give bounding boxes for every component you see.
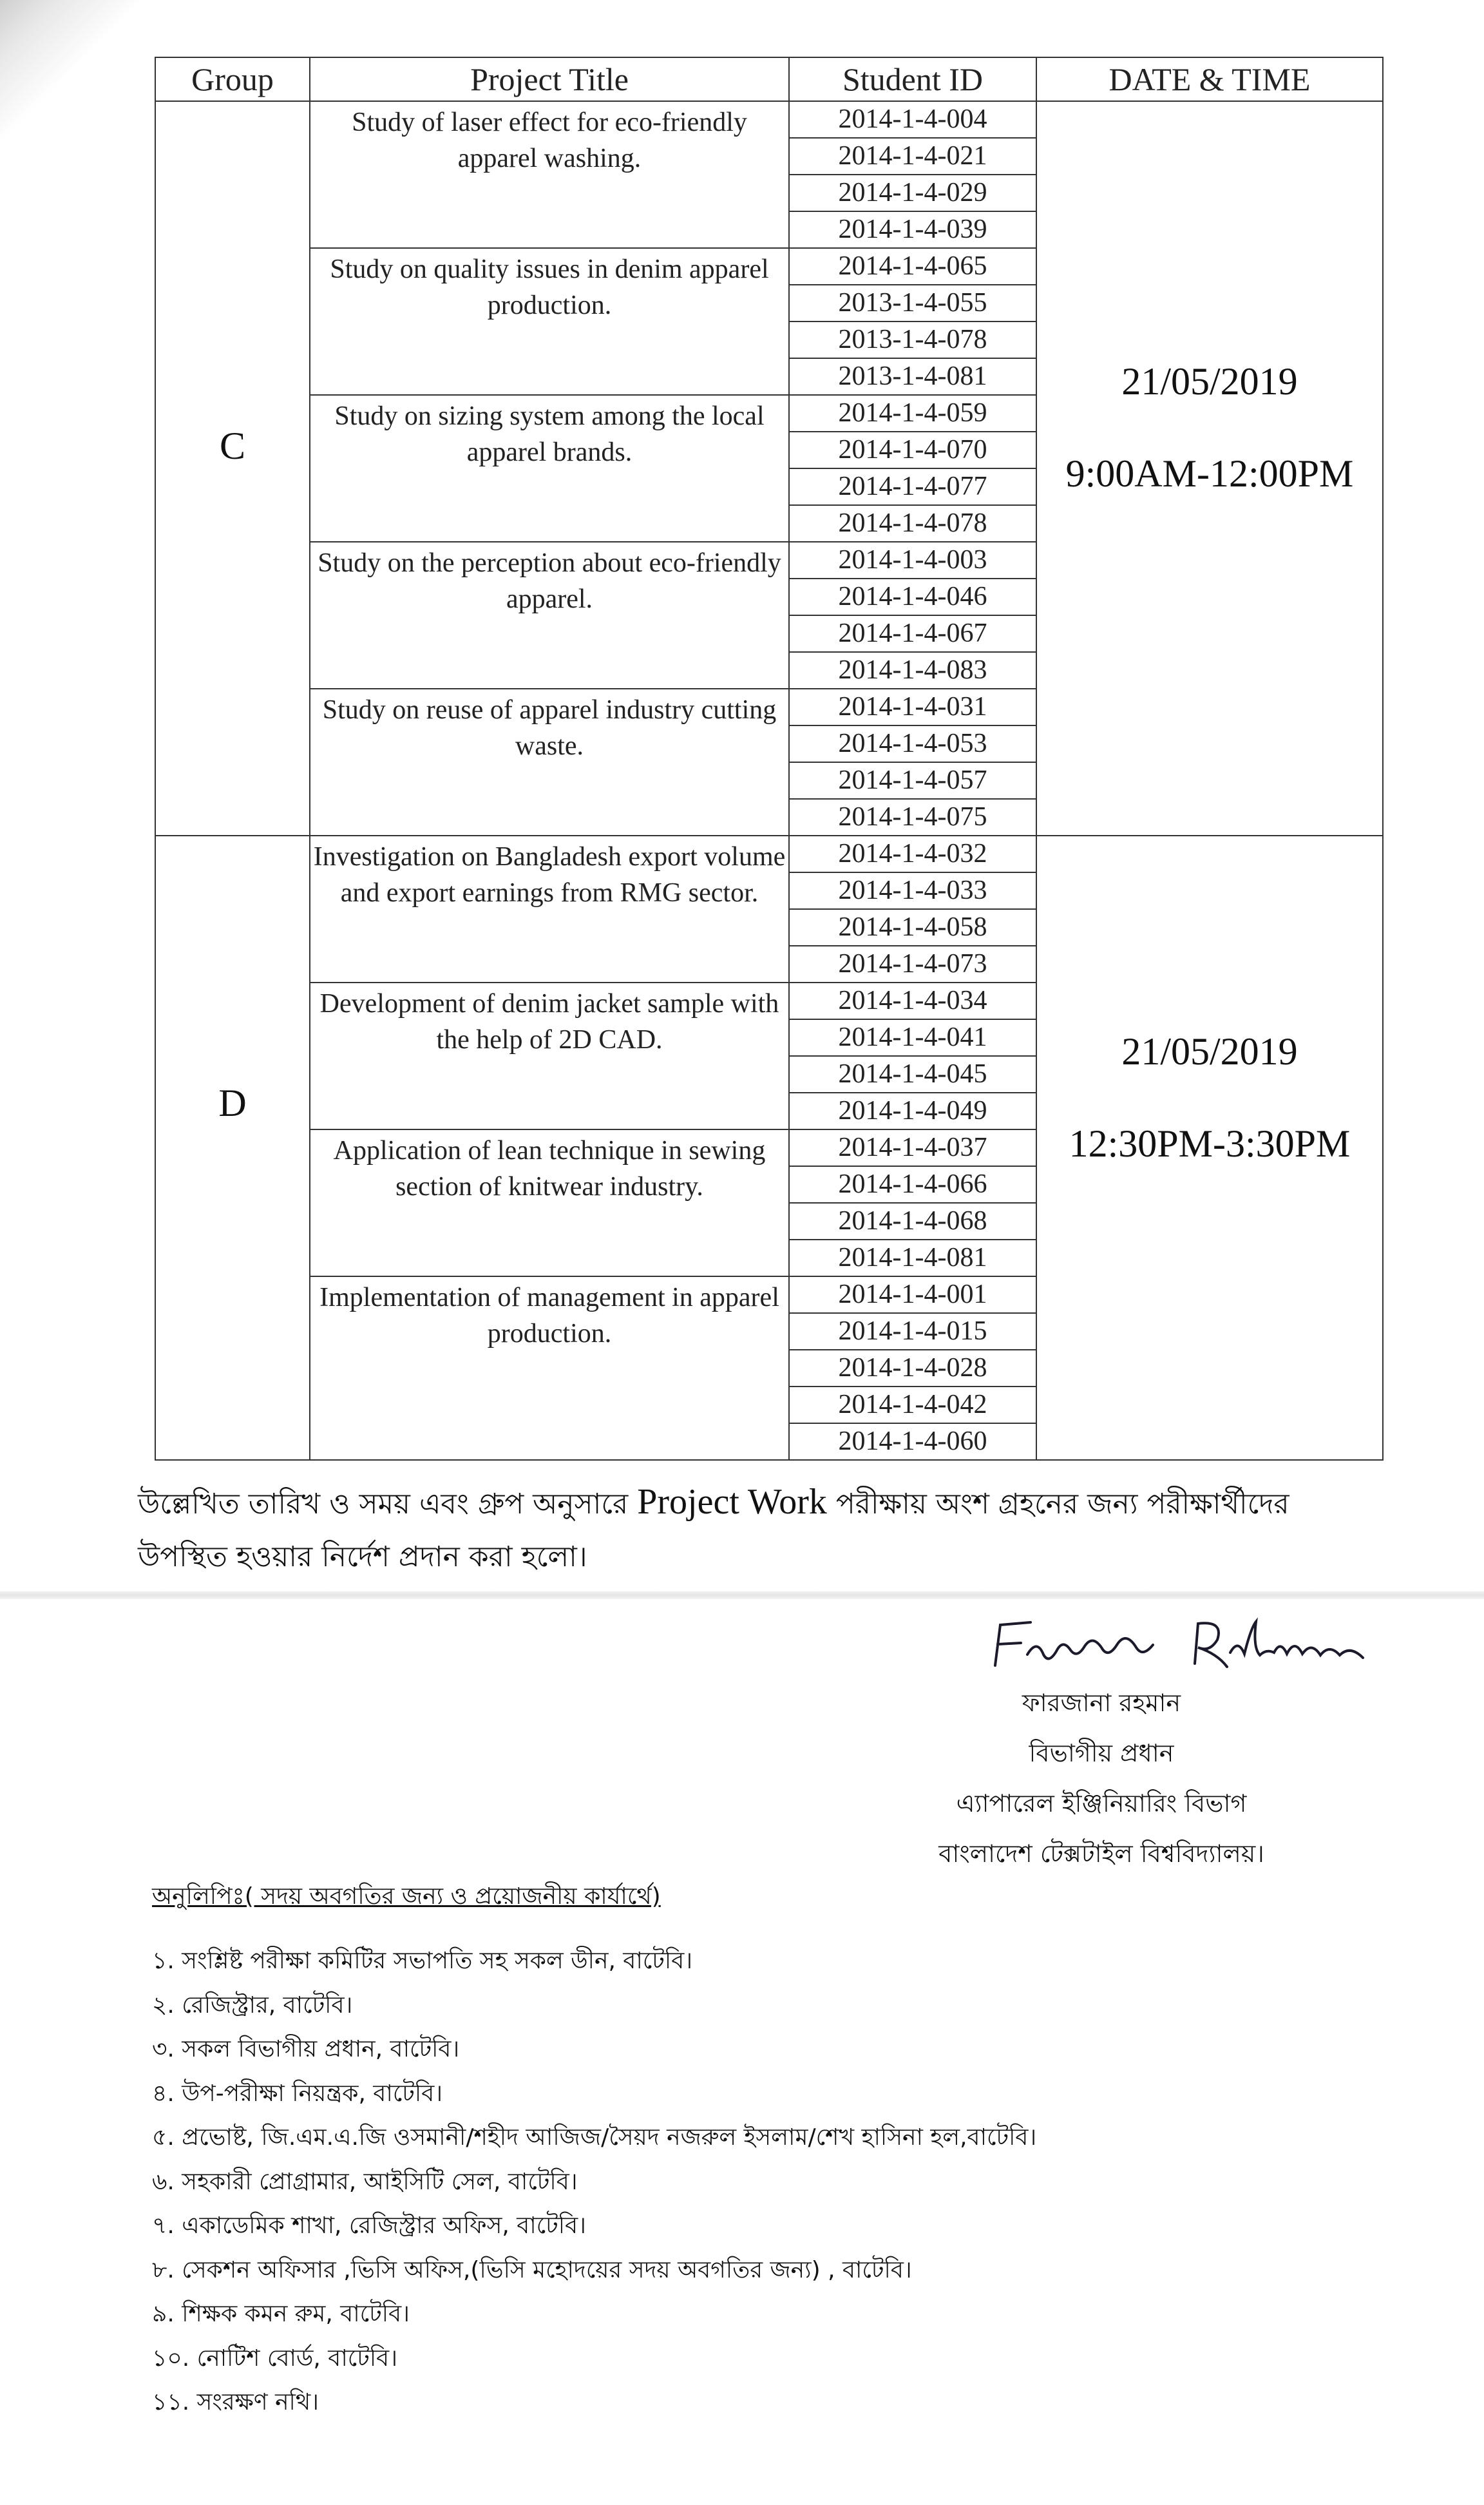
cc-list-item: ১০. নোটিশ বোর্ড, বাটেবি। (152, 2345, 398, 2372)
student-id-cell: 2014-1-4-034 (789, 983, 1036, 1019)
project-title-cell: Implementation of management in apparel production. (310, 1276, 789, 1460)
student-id-cell: 2014-1-4-070 (789, 432, 1036, 468)
exam-date: 21/05/2019 (1121, 1030, 1298, 1073)
notice-text-start: উল্লেখিত তারিখ ও সময় এবং গ্রুপ অনুসারে (138, 1488, 638, 1521)
student-id-cell: 2014-1-4-075 (789, 799, 1036, 836)
student-id-cell: 2014-1-4-015 (789, 1313, 1036, 1350)
student-id-cell: 2014-1-4-046 (789, 579, 1036, 615)
table-row (155, 101, 1383, 138)
student-id-cell: 2013-1-4-055 (789, 285, 1036, 322)
student-id-cell: 2014-1-4-045 (789, 1056, 1036, 1093)
student-id-cell: 2014-1-4-003 (789, 542, 1036, 579)
notice-text-end: পরীক্ষায় অংশ গ্রহনের জন্য পরীক্ষার্থীদের উপস্থিত হওয়ার নির্দেশ প্রদান করা হলো। (138, 1488, 1289, 1573)
group-label: D (218, 1082, 247, 1124)
student-id-cell: 2013-1-4-078 (789, 322, 1036, 358)
student-id-cell: 2014-1-4-004 (789, 101, 1036, 138)
signatory-department: এ্যাপারেল ইঞ্জিনিয়ারিং বিভাগ (956, 1789, 1247, 1818)
exam-date: 21/05/2019 (1121, 360, 1298, 403)
project-title-cell: Application of lean technique in sewing section of knitwear industry. (310, 1129, 789, 1276)
header-student-id: Student ID (789, 57, 1036, 101)
cc-list-item: ৫. প্রভোষ্ট, জি.এম.এ.জি ওসমানী/শহীদ আজিজ/সৈয়দ নজরুল ইসলাম/শেখ হাসিনা হল,বাটেবি। (152, 2124, 1037, 2151)
table-row (155, 836, 1383, 872)
project-title-cell: Development of denim jacket sample with the help of 2D CAD. (310, 983, 789, 1129)
copy-distribution-list (152, 1879, 1440, 2425)
table-header-row (155, 57, 1383, 101)
student-id-cell: 2014-1-4-028 (789, 1350, 1036, 1387)
student-id-cell: 2014-1-4-001 (789, 1276, 1036, 1313)
project-title-cell: Study on sizing system among the local apparel brands. (310, 395, 789, 542)
group-cell (155, 101, 310, 836)
student-id-cell: 2014-1-4-081 (789, 1240, 1036, 1276)
cc-list-item: ২. রেজিস্ট্রার, বাটেবি। (152, 1992, 353, 2019)
cc-heading: অনুলিপিঃ( সদয় অবগতির জন্য ও প্রয়োজনীয় কার্যার্থে) (152, 1883, 661, 1910)
date-time-cell (1036, 836, 1383, 1460)
cc-list-item: ১১. সংরক্ষণ নথি। (152, 2389, 319, 2415)
cc-list-item: ৩. সকল বিভাগীয় প্রধান, বাটেবি। (152, 2036, 460, 2062)
student-id-cell: 2014-1-4-039 (789, 211, 1036, 248)
project-title-cell: Study on reuse of apparel industry cutting waste. (310, 689, 789, 836)
student-id-cell: 2014-1-4-053 (789, 725, 1036, 762)
schedule-body (155, 101, 1383, 1460)
cc-list-item: ৯. শিক্ষক কমন রুম, বাটেবি। (152, 2301, 410, 2327)
date-time-cell (1036, 101, 1383, 836)
student-id-cell: 2014-1-4-021 (789, 138, 1036, 175)
student-id-cell: 2014-1-4-033 (789, 872, 1036, 909)
student-id-cell: 2014-1-4-083 (789, 652, 1036, 689)
signatory-block (824, 1678, 1378, 1879)
cc-list-item: ৭. একাডেমিক শাখা, রেজিস্ট্রার অফিস, বাটেবি। (152, 2212, 587, 2239)
student-id-cell: 2014-1-4-065 (789, 248, 1036, 285)
student-id-cell: 2014-1-4-077 (789, 468, 1036, 505)
cc-list-item: ৬. সহকারী প্রোগ্রামার, আইসিটি সেল, বাটেবি। (152, 2168, 578, 2195)
cc-list-item: ১. সংশ্লিষ্ট পরীক্ষা কমিটির সভাপতি সহ সকল ডীন, বাটেবি। (152, 1948, 693, 1974)
cc-items (152, 1939, 1440, 2425)
scanned-page-corner-shadow (0, 0, 155, 168)
student-id-cell: 2014-1-4-032 (789, 836, 1036, 872)
project-title-cell: Study on quality issues in denim apparel production. (310, 248, 789, 395)
project-schedule-table (155, 57, 1384, 1461)
student-id-cell: 2014-1-4-073 (789, 946, 1036, 983)
header-project-title: Project Title (310, 57, 789, 101)
exam-time: 9:00AM-12:00PM (1065, 452, 1354, 495)
student-id-cell: 2014-1-4-060 (789, 1423, 1036, 1460)
student-id-cell: 2014-1-4-057 (789, 762, 1036, 799)
header-date-time: DATE & TIME (1036, 57, 1383, 101)
student-id-cell: 2014-1-4-049 (789, 1093, 1036, 1129)
signatory-name: ফারজানা রহমান (1022, 1689, 1181, 1717)
student-id-cell: 2014-1-4-067 (789, 615, 1036, 652)
student-id-cell: 2014-1-4-068 (789, 1203, 1036, 1240)
student-id-cell: 2013-1-4-081 (789, 358, 1036, 395)
cc-list-item: ৪. উপ-পরীক্ষা নিয়ন্ত্রক, বাটেবি। (152, 2080, 443, 2107)
paper-fold-line (0, 1591, 1484, 1599)
group-cell (155, 836, 310, 1460)
exam-instruction-notice (138, 1475, 1375, 1584)
signatory-university: বাংলাদেশ টেক্সটাইল বিশ্ববিদ্যালয়। (938, 1839, 1264, 1868)
notice-project-work: Project Work (637, 1482, 827, 1522)
student-id-cell: 2014-1-4-031 (789, 689, 1036, 725)
cc-list-item: ৮. সেকশন অফিসার ,ভিসি অফিস,(ভিসি মহোদয়ের সদয় অবগতির জন্য) , বাটেবি। (152, 2256, 912, 2283)
project-title-cell: Study of laser effect for eco-friendly apparel washing. (310, 101, 789, 248)
student-id-cell: 2014-1-4-058 (789, 909, 1036, 946)
project-title-cell: Investigation on Bangladesh export volume and export earnings from RMG sector. (310, 836, 789, 983)
signatory-designation: বিভাগীয় প্রধান (1029, 1739, 1174, 1767)
group-label: C (219, 425, 246, 467)
student-id-cell: 2014-1-4-059 (789, 395, 1036, 432)
header-group: Group (155, 57, 310, 101)
handwritten-signature (982, 1604, 1382, 1688)
student-id-cell: 2014-1-4-041 (789, 1019, 1036, 1056)
student-id-cell: 2014-1-4-042 (789, 1387, 1036, 1423)
student-id-cell: 2014-1-4-066 (789, 1166, 1036, 1203)
student-id-cell: 2014-1-4-037 (789, 1129, 1036, 1166)
student-id-cell: 2014-1-4-078 (789, 505, 1036, 542)
project-title-cell: Study on the perception about eco-friendly apparel. (310, 542, 789, 689)
exam-time: 12:30PM-3:30PM (1069, 1122, 1351, 1165)
signature-text: Farzana Rahman (982, 1604, 987, 1605)
student-id-cell: 2014-1-4-029 (789, 175, 1036, 211)
